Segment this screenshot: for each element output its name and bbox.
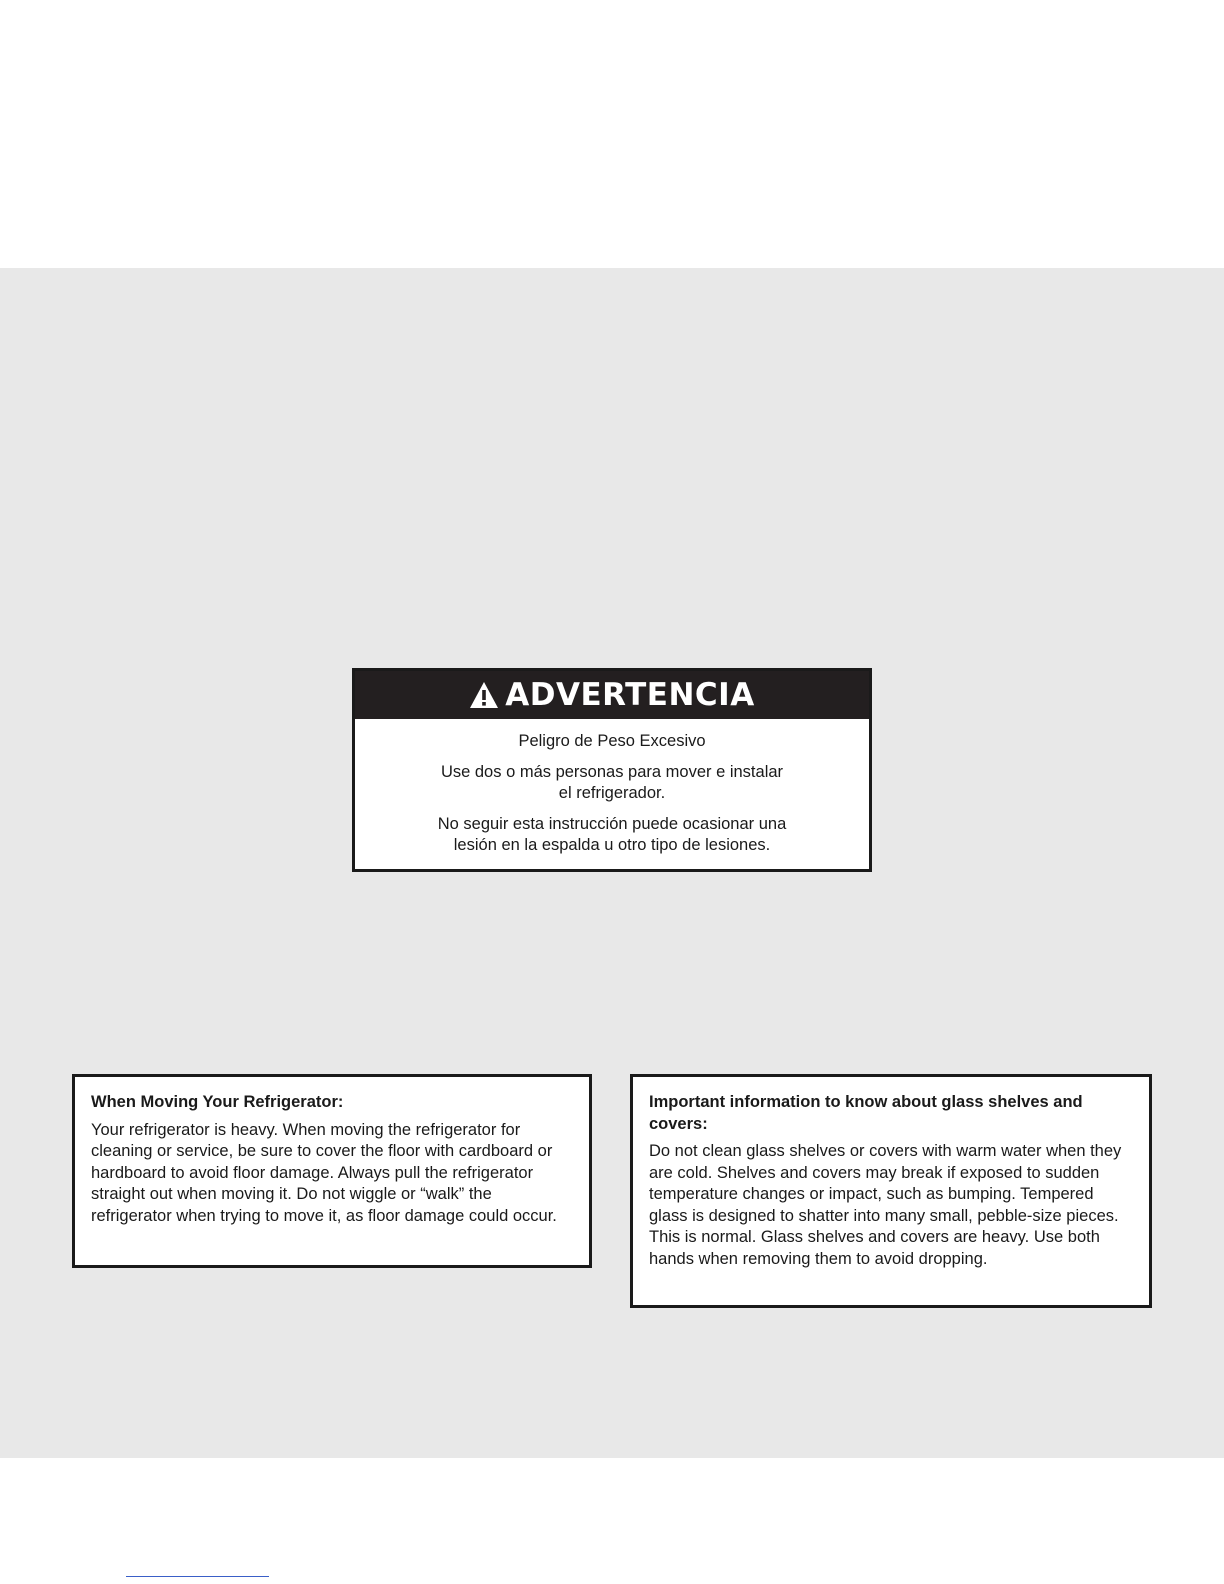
footer-rule (126, 1576, 269, 1577)
warning-instruction-line: el refrigerador. (558, 784, 666, 802)
warning-consequence-line: lesión en la espalda u otro tipo de lesiones. (453, 836, 771, 854)
moving-refrigerator-box (72, 1074, 592, 1268)
moving-box-text: Your refrigerator is heavy. When moving the refrigerator for cleaning or service, be sure to cover the floor with cardboard or hardboard to avoid floor damage. Always pull the refrigerator straight out when moving it. Do not wiggle or “walk” the refrigerator when trying to move it, as floor damage could occur. (91, 1120, 557, 1225)
warning-header (355, 671, 869, 719)
warning-body (355, 719, 869, 856)
glass-shelves-box (630, 1074, 1152, 1308)
glass-box-heading: Important information to know about glass shelves and covers: (649, 1093, 1083, 1133)
glass-box-text: Do not clean glass shelves or covers with warm water when they are cold. Shelves and covers may break if exposed to sudden temperature changes or impact, such as bumping. Tempered glass is designed to shatter into many small, pebble-size pieces. This is normal. Glass shelves and covers are heavy. Use both hands when removing them to avoid dropping. (649, 1142, 1122, 1268)
moving-box-heading: When Moving Your Refrigerator: (91, 1093, 344, 1111)
warning-consequence-line: No seguir esta instrucción puede ocasionar una (437, 815, 787, 833)
warning-instruction (355, 762, 869, 804)
warning-title: ADVERTENCIA (505, 677, 755, 713)
alert-triangle-icon (469, 681, 499, 709)
warning-instruction-line: Use dos o más personas para mover e instalar (440, 763, 784, 781)
warning-consequence (355, 814, 869, 856)
warning-label (352, 668, 872, 872)
warning-heading: Peligro de Peso Excesivo (518, 732, 706, 750)
